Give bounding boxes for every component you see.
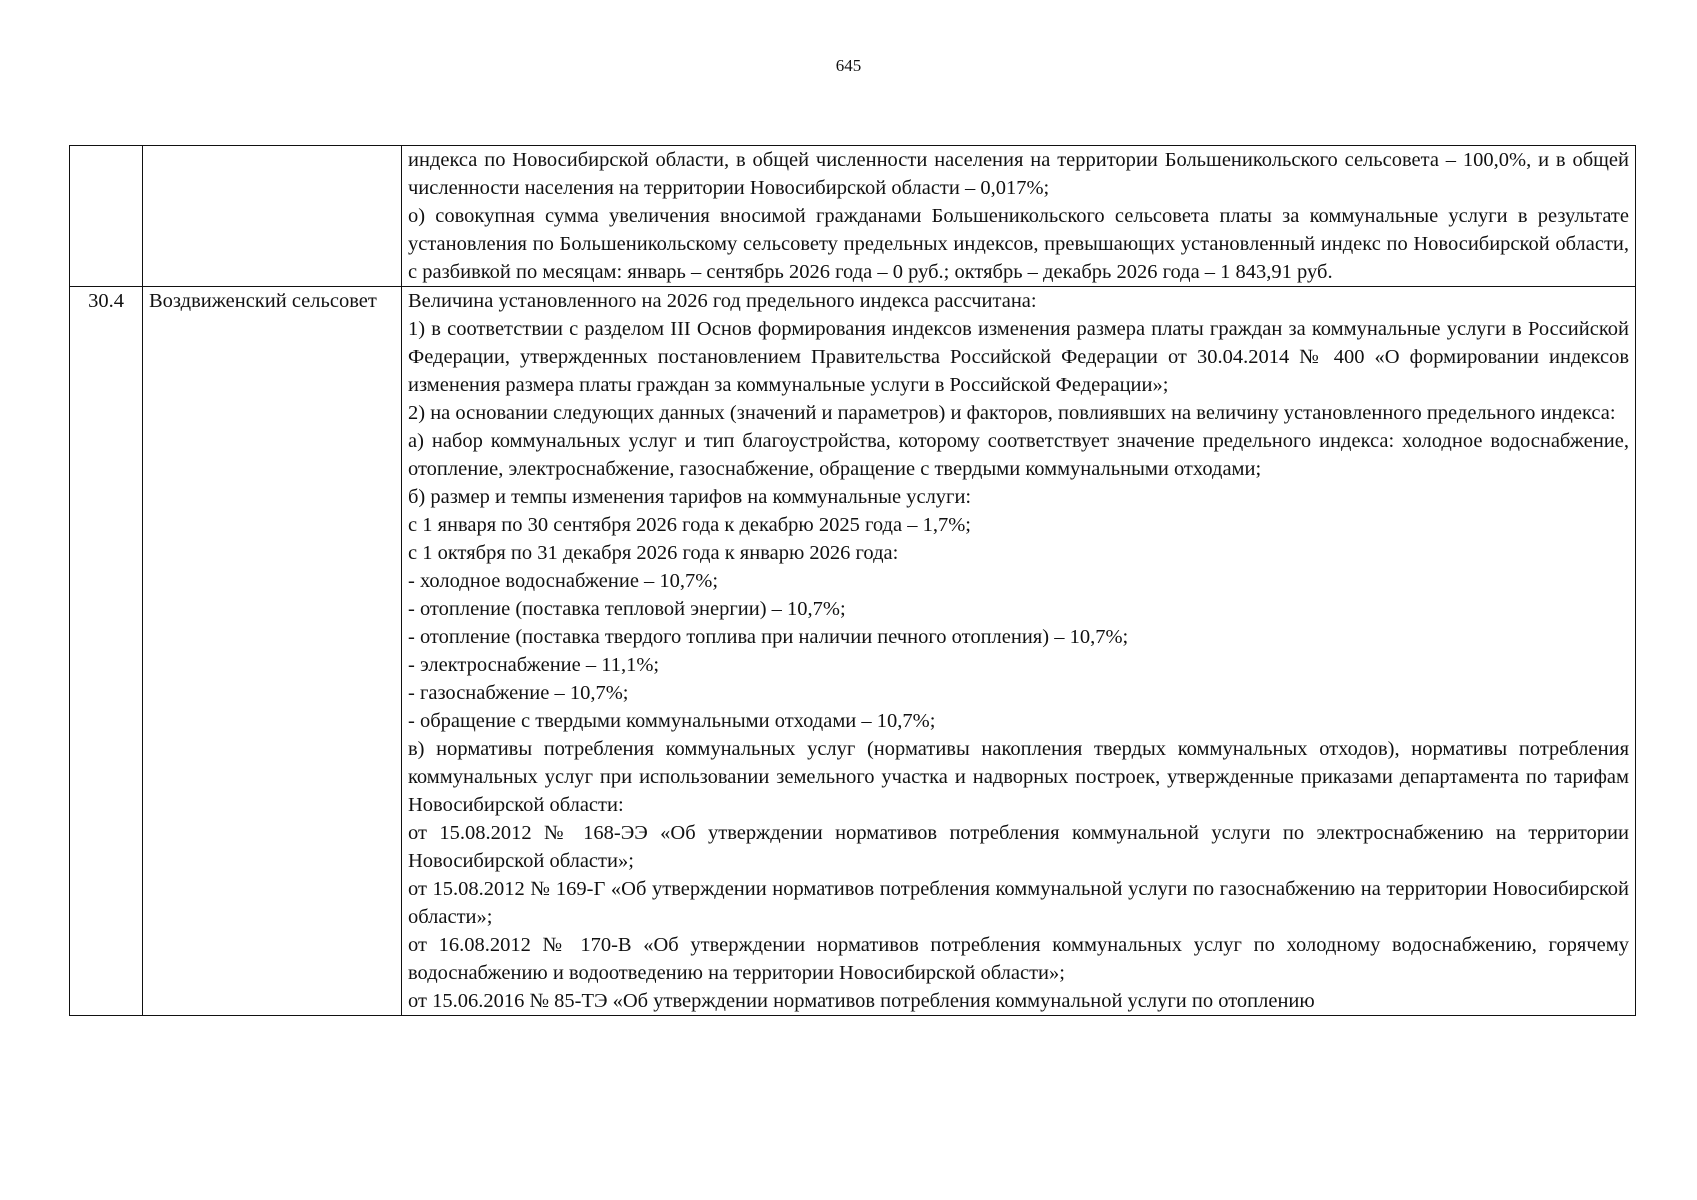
paragraph: - газоснабжение – 10,7%; — [408, 682, 629, 704]
paragraph: 2) на основании следующих данных (значений и параметров) и факторов, повлиявших на величину установленного предельного индекса: — [408, 402, 1616, 424]
paragraph: в) нормативы потребления коммунальных услуг (нормативы накопления твердых коммунальных отходов), нормативы потребления коммунальных услуг при использовании земельного участка и надворных построек, утвержденные приказами департамента по тарифам Новосибирской области: — [408, 738, 1629, 816]
paragraph: б) размер и темпы изменения тарифов на коммунальные услуги: — [408, 486, 972, 508]
paragraph: - обращение с твердыми коммунальными отходами – 10,7%; — [408, 710, 936, 732]
paragraph: - электроснабжение – 11,1%; — [408, 654, 660, 676]
paragraph: - отопление (поставка твердого топлива при наличии печного отопления) – 10,7%; — [408, 626, 1129, 648]
paragraph: - холодное водоснабжение – 10,7%; — [408, 570, 719, 592]
paragraph: а) набор коммунальных услуг и тип благоустройства, которому соответствует значение предельного индекса: холодное водоснабжение, отопление, электроснабжение, газоснабжение, обращение с твердыми коммунальными отходами; — [408, 430, 1629, 480]
row-number-cell: 30.4 — [70, 287, 143, 1016]
paragraph: - отопление (поставка тепловой энергии) – 10,7%; — [408, 598, 846, 620]
paragraph: с 1 января по 30 сентября 2026 года к декабрю 2025 года – 1,7%; — [408, 514, 971, 536]
paragraph: 1) в соответствии с разделом III Основ формирования индексов изменения размера платы граждан за коммунальные услуги в Российской Федерации, утвержденных постановлением Правительства Российской Федерации от 30.04.2014 № 400 «О формировании индексов изменения размера платы граждан за коммунальные услуги в Российской Федерации»; — [408, 318, 1629, 396]
paragraph: о) совокупная сумма увеличения вносимой гражданами Большеникольского сельсовета платы за коммунальные услуги в результате установления по Большеникольскому сельсовету предельных индексов, превышающих установленный индекс по Новосибирской области, с разбивкой по месяцам: январь – сентябрь 2026 года – 0 руб.; октябрь – декабрь 2026 года – 1 843,91 руб. — [408, 205, 1629, 283]
page-number: 645 — [835, 56, 862, 75]
row-number-cell — [70, 146, 143, 287]
municipality-name-cell — [143, 146, 402, 287]
table-row — [70, 146, 1636, 287]
description-cell — [402, 287, 1636, 1016]
paragraph: индекса по Новосибирской области, в общей численности населения на территории Большеникольского сельсовета – 100,0%, и в общей численности населения на территории Новосибирской области – 0,017%; — [408, 149, 1629, 199]
paragraph: с 1 октября по 31 декабря 2026 года к январю 2026 года: — [408, 542, 899, 564]
paragraph: от 15.08.2012 № 168-ЭЭ «Об утверждении нормативов потребления коммунальной услуги по электроснабжению на территории Новосибирской области»; — [408, 822, 1629, 872]
municipality-name-cell: Воздвиженский сельсовет — [143, 287, 402, 1016]
tariff-index-table — [69, 145, 1636, 1016]
description-cell — [402, 146, 1636, 287]
table-row — [70, 287, 1636, 1016]
paragraph: Величина установленного на 2026 год предельного индекса рассчитана: — [408, 290, 1037, 312]
paragraph: от 15.06.2016 № 85-ТЭ «Об утверждении нормативов потребления коммунальной услуги по отоплению — [408, 990, 1315, 1012]
paragraph: от 15.08.2012 № 169-Г «Об утверждении нормативов потребления коммунальной услуги по газоснабжению на территории Новосибирской области»; — [408, 878, 1629, 928]
paragraph: от 16.08.2012 № 170-В «Об утверждении нормативов потребления коммунальных услуг по холодному водоснабжению, горячему водоснабжению и водоотведению на территории Новосибирской области»; — [408, 934, 1629, 984]
